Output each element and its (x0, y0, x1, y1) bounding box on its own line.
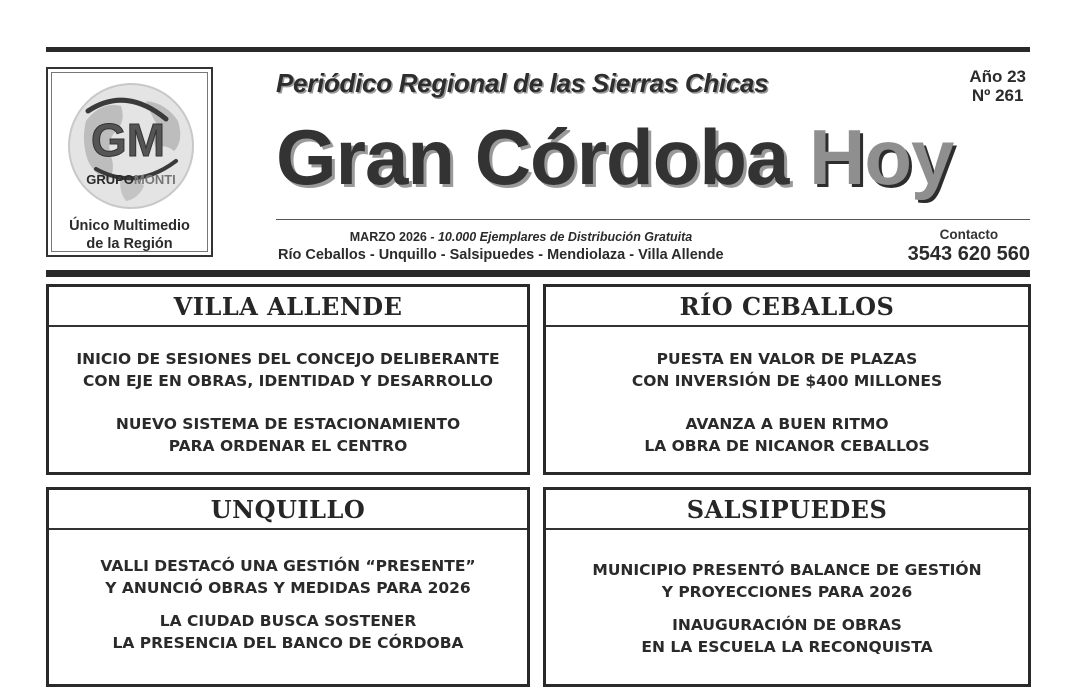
contact-phone: 3543 620 560 (907, 243, 1030, 265)
top-rule (46, 47, 1030, 52)
logo-caption-line1: Único Multimedio (69, 218, 190, 234)
headline[interactable]: PUESTA EN VALOR DE PLAZAS CON INVERSIÓN DE $400 MILLONES (631, 350, 943, 390)
edition-line: MARZO 2026 - 10.000 Ejemplares de Distribución Gratuita (349, 230, 693, 244)
issue-number: Nº 261 (971, 86, 1024, 105)
section-unquillo (46, 487, 530, 687)
masthead-title-main: Gran Córdoba (276, 113, 789, 201)
masthead-bottom-rule (46, 270, 1030, 277)
edition-circulation: 10.000 Ejemplares de Distribución Gratuita (437, 230, 693, 244)
headline[interactable]: MUNICIPIO PRESENTÓ BALANCE DE GESTIÓN Y PROYECCIONES PARA 2026 (592, 561, 982, 601)
headline[interactable]: VALLI DESTACÓ UNA GESTIÓN “PRESENTE” Y ANUNCIÓ OBRAS Y MEDIDAS PARA 2026 (100, 557, 476, 597)
year-label: Año 23 (969, 67, 1026, 86)
headline[interactable]: AVANZA A BUEN RITMO LA OBRA DE NICANOR CEBALLOS (644, 415, 930, 455)
edition-date: MARZO 2026 (349, 230, 427, 244)
section-rio-ceballos (543, 284, 1031, 475)
logo-inner-frame (51, 72, 208, 252)
masthead-divider (276, 219, 1030, 220)
logo-caption (52, 217, 207, 253)
brand-light: MONTI (133, 172, 176, 187)
globe-logo-icon (66, 81, 196, 211)
section-title: UNQUILLO (49, 490, 527, 530)
section-title: VILLA ALLENDE (49, 287, 527, 327)
logo-caption-line2: de la Región (86, 236, 173, 252)
masthead-title (276, 112, 953, 202)
issue-info (969, 67, 1026, 105)
section-villa-allende (46, 284, 530, 475)
brand-bold: GRUPO (86, 172, 134, 187)
svg-text:GM: GM (90, 114, 166, 166)
masthead-subtitle: Periódico Regional de las Sierras Chicas (276, 68, 769, 98)
section-salsipuedes (543, 487, 1031, 687)
svg-text:GRUPOMONTI (86, 172, 176, 187)
section-title: SALSIPUEDES (546, 490, 1028, 530)
headline[interactable]: LA CIUDAD BUSCA SOSTENER LA PRESENCIA DEL BANCO DE CÓRDOBA (112, 612, 464, 652)
contact-label: Contacto (939, 227, 999, 242)
edition-towns: Río Ceballos - Unquillo - Salsipuedes - Mendiolaza - Villa Allende (278, 247, 724, 263)
grupo-monti-logo (46, 67, 213, 257)
masthead-title-accent: Hoy (809, 113, 954, 201)
section-title: RÍO CEBALLOS (546, 287, 1028, 327)
headline[interactable]: INICIO DE SESIONES DEL CONCEJO DELIBERANTE CON EJE EN OBRAS, IDENTIDAD Y DESARROLLO (76, 350, 500, 390)
contact-block (908, 227, 1030, 266)
headline[interactable]: INAUGURACIÓN DE OBRAS EN LA ESCUELA LA RECONQUISTA (641, 616, 933, 656)
headline[interactable]: NUEVO SISTEMA DE ESTACIONAMIENTO PARA ORDENAR EL CENTRO (115, 415, 461, 455)
